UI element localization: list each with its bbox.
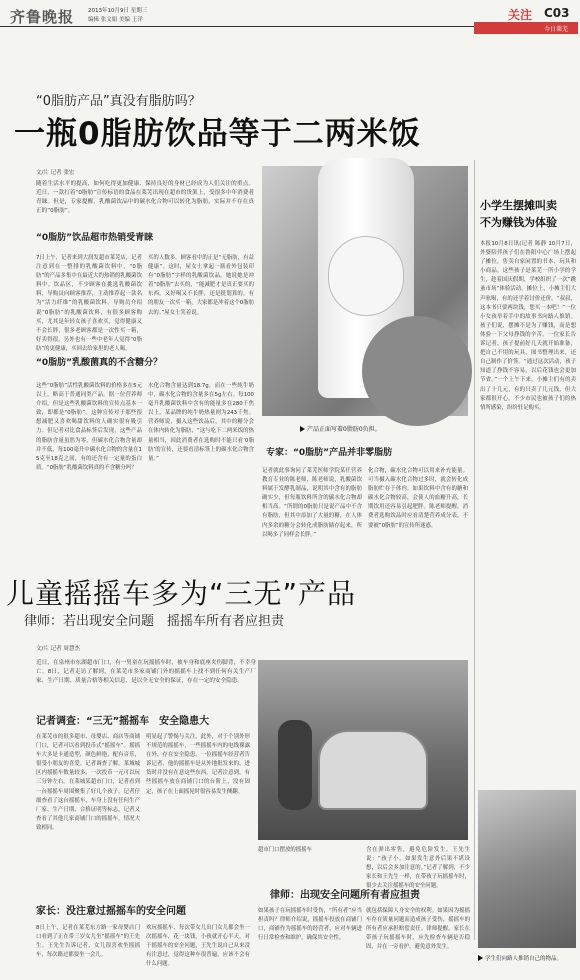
article1-subhead-1: “0脂肪”饮品超市热销受青睐 bbox=[36, 233, 154, 243]
article1-text-1: 7日上午，记者来到大润发超市莱芜店，记者注意到在一整排的乳酸菌饮料中，“0脂肪”的产品多集中在最近大约热销的乳酸菌饮料中。饮品区，不少顾客在挑选乳酸菌饮料，导购员向顾客推荐，主动推荐起一款名为“活力纤维”的乳酸菌饮料。导购员介绍说“0脂肪”的乳酸菌饮料，有很多顾客购买，尤其是年轻女孩子喜欢买，觉得健康又不会长胖，很多老顾客都是一次性买一箱，好卖得很。另外也有一些中老年人觉得“0脂肪”的更健康，买回去给家里的老人喝。 bbox=[36, 255, 142, 352]
sidebar-text: 本报10月8日讯(记者 陈静 10月7日，外婆陪伴孩子们在鲁阳中心广场上摆起了摊位，售卖自家闲置的书本、玩具和小商品。这些孩子是莱芜一所小学的学生，趁着国庆假期，学校组织了一次“跳蚤市场”体验活动。摊位上，小摊主们大声吆喝，有的还学着讨价还价。“叔叔，这本书只要两块钱，您买一本吧！”一位小女孩举着手中的故事书向路人推销。孩子们说，摆摊不是为了赚钱，而是想体验一下父母挣钱的辛苦。一位家长告诉记者，孩子提前好几天就开始准备，把自己不用的玩具、图书整理出来，还自己制作了价签。“通过这次活动，孩子知道了挣钱不容易，以后花钱也会更加节省。”一个上午下来，小摊主们有的卖出了十几元，有的只卖了几元钱，但大家都很开心。不少市民也被孩子们的热情所感染，纷纷驻足购买。 bbox=[480, 241, 576, 411]
product-photo-caption bbox=[300, 424, 381, 433]
bottle-label bbox=[328, 236, 404, 316]
rocking-car-photo bbox=[258, 660, 468, 840]
article2-text-4b: 就包括保障人身安全的权利。如果因为摇摇车存在质量问题而造成孩子受伤，摇摇车的所有者应承担赔偿责任。律师提醒，家长在带孩子玩摇摇车时，应先检查车辆是否稳固，并在一旁看护，避免意外发生。 bbox=[366, 908, 470, 951]
article2-headline: 儿童摇摇车多为“三无”产品 bbox=[6, 577, 357, 610]
article1-byline: 文/片 记者 张宏 bbox=[36, 170, 75, 176]
caption-arrow-icon bbox=[478, 955, 483, 961]
rocking-car-shape bbox=[318, 730, 428, 810]
masthead: 齐鲁晚报 bbox=[10, 8, 75, 26]
header-rule bbox=[0, 26, 474, 27]
article2-text-1b: 明显起了警惕与关注，此外，对于个别外形不规范的摇摇车，一些摇摇车内的电线裸露在外，存在安全隐患。一位摇摇车经营者告诉记者，他的摇摇车是从外地批发来的，进货时并没有在意这些东西。记者注意到，有些摇摇车放在商铺门口的台阶上，没有固定，孩子在上面摇晃时很容易发生侧翻。 bbox=[146, 734, 250, 795]
section-label: 关注 bbox=[508, 8, 533, 22]
page-number: C03 bbox=[544, 6, 570, 20]
article1-text-1b: 买的人数多，顾客看中的正是“无脂肪，有益健康”。这时，屋女士拿起一瓶看外包装印有“0脂肪”字样的乳酸菌饮品，她说她是冲着“0脂肪”去买的，“能减肥才是真正要买的东西，又好喝又不长胖，还是挺划算的。有的朋友一次买一箱，大家都是冲着这个0脂肪去的。”屋女士笑着说。 bbox=[148, 255, 254, 316]
editor-line: 编辑 张文娟 美编 王洋 bbox=[88, 17, 143, 23]
article2-subhead-2: 家长：没注意过摇摇车的安全问题 bbox=[36, 906, 186, 917]
article1-headline: 一瓶0脂肪饮品等于二两米饭 bbox=[14, 116, 421, 152]
article1-text-2b: 水化合物含量达到18.7g，而在一些纯牛奶中，碳水化合物的含量多在5g左右。每100毫升乳酸菌饮料中含有的能量多在280千焦以上，某品牌的纯牛奶热量则为243千焦。营养师说，摄入这些饮品后，其中的糖分会在体内转化为脂肪，“这与吃下二两米饭的热量相当，因此消费者在选购时不能只看‘0脂肪’的宣传，还要看清标签上的碳水化合物含量。” bbox=[148, 383, 254, 462]
article2-lead: 近日，在泉州市东湖超市门口，有一男童在玩摇摇车时，被车身和底座夹伤脚背，不幸身亡。8日，记者走访了解到，在莱芜市多家商铺门外的摇摇车上找不到任何有关生产厂家、生产日期、质量合格等相关信息，是以全无安全的保证，存在一定的安全隐患。 bbox=[36, 660, 256, 685]
article2-deck: 律师：若出现安全问题 摇摇车所有者应担责 bbox=[24, 614, 285, 629]
date-line: 2013年10月9日 星期三 bbox=[88, 8, 148, 14]
article1-kicker: “0脂肪产品”真没有脂肪吗？ bbox=[36, 94, 201, 109]
article1-subhead-2: “0脂肪”乳酸菌真的不含糖分？ bbox=[36, 358, 163, 368]
article2-text-3b: 含在弹出零售，避免危险发生。王先生说：“孩子小，如果发生意外后果不堪设想，以后会多加注意的。”记者了解到，不少家长和王先生一样，在带孩子玩摇摇车时，很少去关注摇摇车的安全问题。 bbox=[366, 847, 470, 890]
sidebar-photo-caption-text: 学生们向路人推销自己的物品。 bbox=[485, 956, 563, 962]
article2-text-1: 在莱芜市的很多超市、母婴店、商店等商铺门口，记者可以看到投币式“摇摇车”。摇摇车大多是卡通造型，颜色鲜艳，配有音乐，很受小朋友的喜爱。记者调查了解，莱城城区内摇摇车数量较多，一次投币一元可以玩三分钟左右。在莱城某超市门口，记者看到一台摇摇车周围聚集了好几个孩子。记者仔细查看了这台摇摇车，车身上没有任何生产厂家、生产日期、合格证明等标志。记者又查看了其他几家商铺门口的摇摇车，情况大致相同。 bbox=[36, 734, 140, 831]
sidebar-photo-caption bbox=[478, 954, 562, 962]
child-shape bbox=[278, 720, 312, 810]
sidebar-title-2: 不为赚钱为体验 bbox=[480, 216, 557, 229]
article1-text-2: 这些“0脂肪”活性乳酸菌饮料的价格多在5元以上，略高于普通同类产品。据一位营养师介绍，但是这些乳酸菌饮料的宣传点基本一致，即都是“0脂肪”。这种宣传对于那些很想减肥又喜欢喝甜饮料的人确实很有吸引力。但记者对比食品标签后发现，这些产品的脂肪含量虽然为零，但碳水化合物含量却并不低，每100毫升中碳水化合物的含量在15克至18克之间，有的还含有一定量的蛋白质。“0脂肪”乳酸菌饮料真的不含糖分吗？ bbox=[36, 383, 142, 471]
article2-text-2b: 欢玩摇摇车，每次带女儿出门女儿都会坐一次摇摇车，花一块钱，小孩就开心半天。对于摇摇车的安全问题，王先生说自己从来没有注意过，觉得这种车很普遍，应该不会有什么问题。 bbox=[146, 925, 250, 968]
article2-subhead-3: 律师：出现安全问题所有者应担责 bbox=[270, 890, 420, 901]
product-photo-caption-text: 产品正面写着0脂肪0负担。 bbox=[307, 426, 381, 433]
article1-lead: 随着生活水平的提高，如何吃得更加健康、保持良好的身材已经成为人们关注的重点。近日，一款打着“0脂肪”宣传标语的食品在莱芜出现在超市的货架上，受很多中年消费者青睐。但是，专家提醒，乳酸菌饮品中的碳水化合物可以转化为脂肪，实际并不存在真正的“0脂肪”。 bbox=[36, 181, 254, 215]
product-photo bbox=[262, 166, 468, 416]
sidebar-photo bbox=[478, 790, 576, 948]
hand-shape bbox=[362, 316, 472, 426]
sidebar-divider bbox=[474, 160, 475, 940]
section-banner bbox=[474, 22, 578, 34]
article2-photo-caption: 超市门口摆放的摇摇车 bbox=[258, 847, 312, 853]
caption-arrow-icon bbox=[300, 426, 305, 432]
expert-text-b: 化合物，碳水化合物可以用来补充能量。可当摄入碳水化合物过多时，就会转化成脂肪贮存于体内。如果饮料中含有的糖和碳水化合物较高，会使人的血糖升高，长期饮用还容易引起肥胖。陈老师提醒，消费者选购饮品时应看清楚营养成分表，不要被“0脂肪”的宣传所迷惑。 bbox=[368, 468, 468, 529]
sidebar-title-1: 小学生摆摊叫卖 bbox=[480, 199, 557, 212]
expert-subhead: 专家：“0脂肪”产品并非零脂肪 bbox=[266, 448, 393, 458]
article2-byline: 文/片 记者 周慧杰 bbox=[36, 646, 80, 652]
section-banner-text: 今日莱芜 bbox=[543, 26, 568, 33]
article2-subhead-1: 记者调查：“三无”摇摇车 安全隐患大 bbox=[36, 716, 210, 727]
article2-text-4: 如果孩子在玩摇摇车时受伤，“所有者”应当担责吗？律师介绍说，摇摇车投放在商铺门口，商铺作为摇摇车的经营者，应对车辆进行日常检查和维护，确保其安全性。 bbox=[258, 908, 362, 942]
article2-text-2: 8日上午，记者在莱芜东方路一家母婴店门口看到了正在带三岁女儿坐“摇摇车”的王先生。王先生告诉记者，女儿很喜欢坐摇摇车，每次路过都要坐一会儿。 bbox=[36, 925, 140, 959]
expert-text: 记者就此事询问了莱芜医师学院某任营养教育专业的陈老师，陈老师说，乳酸菌饮料属于发酵乳制品，说明其中含有的脂肪确实少，但每瓶饮料所含的碳水化合物却相当高。“所谓的0脂肪只是说产品中不含有脂肪，但其中添加了大量的糖，在人体内多余的糖分会转化成脂肪储存起来，所以喝多了同样会长胖。” bbox=[262, 468, 362, 538]
